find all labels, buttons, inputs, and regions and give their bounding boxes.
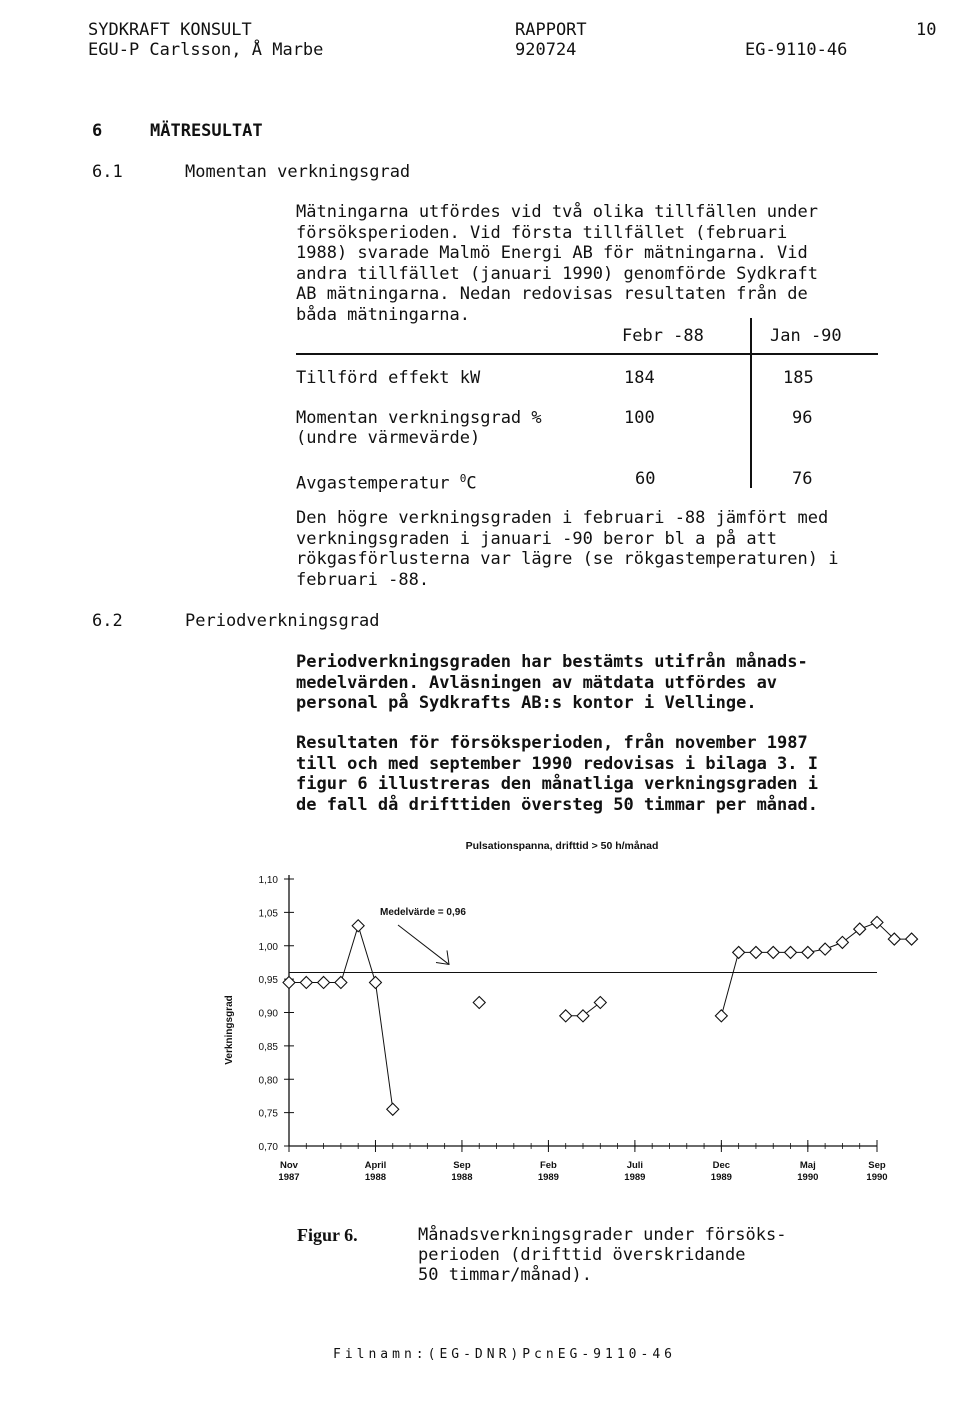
- table-cell-effekt-febr: 184: [624, 368, 655, 388]
- chart-mean-annotation: [380, 907, 466, 964]
- table-cell-verkningsgrad-jan: 96: [792, 408, 813, 428]
- header-company: SYDKRAFT KONSULT: [88, 20, 252, 40]
- caption-line: perioden (drifttid överskridande: [418, 1245, 746, 1265]
- avgastemp-degree: 0: [459, 472, 467, 485]
- series-line-segment: [289, 926, 393, 1110]
- data-point-marker: [854, 923, 866, 935]
- chart-y-axis-label: Verkningsgrad: [224, 995, 235, 1065]
- footer-filename: Filnamn:(EG-DNR)PcnEG-9110-46: [333, 1347, 676, 1362]
- mean-arrow-shaft: [398, 925, 449, 964]
- x-tick-label-year: 1989: [624, 1172, 646, 1183]
- table-row-label-effekt: Tillförd effekt kW: [296, 368, 481, 388]
- chart-axes: [259, 875, 888, 1183]
- x-tick-label-month: Sep: [453, 1160, 471, 1171]
- data-point-marker: [733, 946, 745, 958]
- paragraph-line: Mätningarna utfördes vid två olika tillfällen under: [296, 202, 818, 222]
- data-point-marker: [802, 946, 814, 958]
- table-cell-avgastemp-febr: 60: [635, 469, 656, 489]
- chart-title: Pulsationspanna, drifttid > 50 h/månad: [465, 840, 659, 852]
- data-point-marker: [594, 996, 606, 1008]
- figure-caption-text: [418, 1225, 786, 1285]
- table-row-label-verkningsgrad: Momentan verkningsgrad %: [296, 408, 542, 428]
- y-tick-label: 1,05: [258, 908, 278, 920]
- y-tick-label: 0,90: [258, 1008, 278, 1020]
- paragraph-line: personal på Sydkrafts AB:s kontor i Vellinge.: [296, 693, 757, 713]
- data-point-marker: [577, 1010, 589, 1022]
- y-tick-label: 0,75: [258, 1108, 278, 1120]
- section-6-2-number: 6.2: [92, 611, 123, 631]
- paragraph-line: februari -88.: [296, 569, 430, 590]
- section-6-1-title: Momentan verkningsgrad: [185, 162, 411, 182]
- paragraph-line: figur 6 illustreras den månatliga verkningsgraden i: [296, 774, 818, 794]
- paragraph-line: Den högre verkningsgraden i februari -88 jämfört med: [296, 508, 829, 528]
- paragraph-line: försöksperioden. Vid första tillfället (februari: [296, 222, 788, 243]
- figure-caption-label: Figur 6.: [297, 1225, 358, 1245]
- table-cell-verkningsgrad-febr: 100: [624, 408, 655, 428]
- data-point-marker: [283, 976, 295, 988]
- paragraph-line: andra tillfället (januari 1990) genomförde Sydkraft: [296, 263, 818, 284]
- x-tick-label-year: 1988: [451, 1172, 473, 1183]
- header-page-number: 10: [916, 20, 937, 40]
- x-tick-label-month: Maj: [799, 1160, 816, 1171]
- table-cell-avgastemp-jan: 76: [792, 469, 813, 489]
- paragraph-line: de fall då drifttiden översteg 50 timmar per månad.: [296, 794, 818, 815]
- header-doc-type: RAPPORT: [515, 20, 587, 40]
- data-point-marker: [473, 996, 485, 1008]
- section-6-title: MÄTRESULTAT: [150, 121, 263, 141]
- chart-series-lines: [289, 922, 912, 1109]
- data-point-marker: [335, 976, 347, 988]
- paragraph-line: rökgasförlusterna var lägre (se rökgastemperaturen) i: [296, 549, 839, 569]
- data-point-marker: [767, 946, 779, 958]
- data-point-marker: [300, 976, 312, 988]
- caption-line: Månadsverkningsgrader under försöks-: [418, 1225, 787, 1245]
- paragraph-line: båda mätningarna.: [296, 304, 470, 325]
- data-point-marker: [387, 1103, 399, 1115]
- x-tick-label-month: Sep: [868, 1160, 886, 1171]
- x-tick-label-month: Feb: [539, 1160, 557, 1171]
- mean-label: Medelvärde = 0,96: [380, 907, 466, 918]
- y-tick-label: 0,85: [258, 1041, 278, 1053]
- x-tick-label-year: 1987: [278, 1172, 300, 1183]
- paragraph-line: Periodverkningsgraden har bestämts utifrån månads-: [296, 652, 808, 672]
- paragraph-line: 1988) svarade Malmö Energi AB för mätningarna. Vid: [296, 243, 808, 263]
- data-point-marker: [836, 936, 848, 948]
- x-tick-label-month: Dec: [712, 1160, 731, 1171]
- x-tick-label-month: Juli: [626, 1160, 644, 1171]
- paragraph-line: AB mätningarna. Nedan redovisas resultaten från de: [296, 284, 808, 304]
- series-line-segment: [721, 922, 911, 1015]
- paragraph-line: Resultaten för försöksperioden, från november 1987: [296, 733, 808, 753]
- y-tick-label: 1,10: [258, 875, 278, 886]
- caption-line: 50 timmar/månad).: [418, 1265, 592, 1285]
- x-tick-label-year: 1988: [364, 1172, 387, 1183]
- avgastemp-label: Avgastemperatur: [296, 473, 450, 494]
- table-row-sublabel-varmevarde: (undre värmevärde): [296, 428, 481, 448]
- header-date: 920724: [515, 40, 577, 60]
- table-cell-effekt-jan: 185: [783, 368, 814, 388]
- section-6-1-number: 6.1: [92, 162, 123, 182]
- x-tick-label-year: 1989: [537, 1172, 559, 1183]
- data-point-marker: [369, 976, 381, 988]
- paragraph-line: till och med september 1990 redovisas i bilaga 3. I: [296, 753, 818, 774]
- y-tick-label: 0,80: [258, 1075, 278, 1087]
- y-tick-label: 1,00: [258, 941, 278, 953]
- y-tick-label: 0,70: [258, 1142, 278, 1153]
- header-doc-number: EG-9110-46: [745, 40, 848, 60]
- x-tick-label-year: 1989: [710, 1172, 732, 1183]
- paragraph-line: verkningsgraden i januari -90 beror bl a på att: [296, 528, 778, 549]
- data-point-marker: [785, 946, 797, 958]
- data-point-marker: [318, 976, 330, 988]
- avgastemp-unit: C: [466, 473, 477, 494]
- section-6-number: 6: [92, 121, 103, 141]
- x-tick-label-month: April: [364, 1160, 387, 1171]
- data-point-marker: [715, 1010, 727, 1022]
- x-tick-label-year: 1990: [797, 1172, 819, 1183]
- y-tick-label: 0,95: [258, 975, 278, 987]
- section-6-2-title: Periodverkningsgrad: [185, 611, 380, 631]
- x-tick-label-month: Nov: [280, 1160, 298, 1171]
- table-header-jan: Jan -90: [770, 326, 842, 346]
- data-point-marker: [906, 933, 918, 945]
- data-point-marker: [560, 1010, 572, 1022]
- paragraph-line: medelvärden. Avläsningen av mätdata utfördes av: [296, 672, 778, 693]
- header-authors: EGU-P Carlsson, Å Marbe: [88, 40, 324, 60]
- data-point-marker: [352, 920, 364, 932]
- data-point-marker: [750, 946, 762, 958]
- x-tick-label-year: 1990: [866, 1172, 888, 1183]
- chart-series-points: [283, 916, 918, 1115]
- table-header-febr: Febr -88: [622, 326, 704, 346]
- data-point-marker: [819, 943, 831, 955]
